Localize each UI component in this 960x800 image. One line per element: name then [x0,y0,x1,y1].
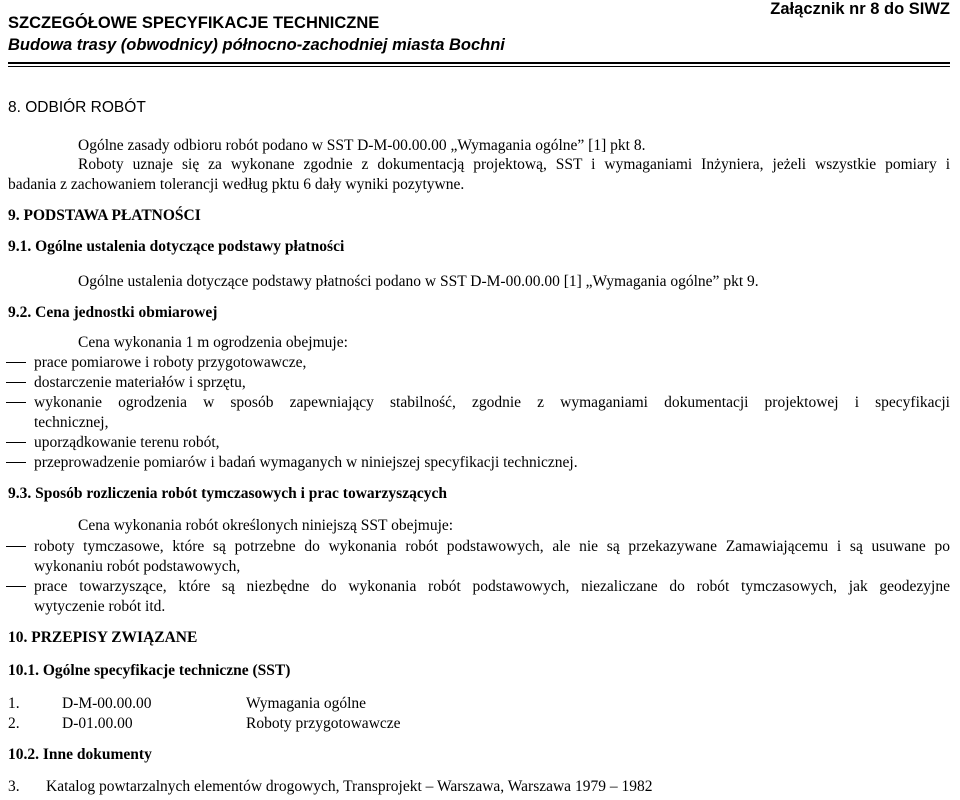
sst-code: D-01.00.00 [62,715,133,732]
doc-number: 3. [8,778,20,795]
bullet-dash [6,546,26,547]
list-item: dostarczenie materiałów i sprzętu, [34,374,246,391]
bullet-dash [6,442,26,443]
document-title: SZCZEGÓŁOWE SPECYFIKACJE TECHNICZNE [8,14,380,32]
sst-name: Wymagania ogólne [246,695,367,712]
list-item: uporządkowanie terenu robót, [34,434,220,451]
header-rule-thin [8,66,950,67]
section-10-1-heading: 10.1. Ogólne specyfikacje techniczne (SST) [8,662,291,679]
list-item: wykonanie ogrodzenia w sposób zapewniający stabilność, zgodnie z wymaganiami dokumentacji projektowej i specyfikacji [34,394,950,411]
list-item: prace towarzyszące, które są niezbędne do wykonania robót podstawowych, niezaliczane do robót tymczasowych, jak geodezyjne [34,578,950,595]
header-rule [8,62,950,64]
annex-label: Załącznik nr 8 do SIWZ [770,0,950,18]
list-item: przeprowadzenie pomiarów i badań wymaganych w niniejszej specyfikacji technicznej. [34,454,578,471]
list-item-continuation: wytyczenie robót itd. [34,598,166,615]
doc-reference: Katalog powtarzalnych elementów drogowych, Transprojekt – Warszawa, Warszawa 1979 – 1982 [46,778,653,795]
section-9-3-heading: 9.3. Sposób rozliczenia robót tymczasowych i prac towarzyszących [8,485,447,502]
section-9-2-heading: 9.2. Cena jednostki obmiarowej [8,304,218,321]
s92-intro: Cena wykonania 1 m ogrodzenia obejmuje: [78,334,348,351]
s8-paragraph-2-line-1: Roboty uznaje się za wykonane zgodnie z dokumentacją projektową, SST i wymaganiami Inżyniera, jeżeli wszystkie pomiary i [78,156,950,173]
bullet-dash [6,462,26,463]
sst-name: Roboty przygotowawcze [246,715,401,732]
section-10-heading: 10. PRZEPISY ZWIĄZANE [8,629,198,646]
section-10-2-heading: 10.2. Inne dokumenty [8,746,152,763]
section-9-heading: 9. PODSTAWA PŁATNOŚCI [8,207,201,224]
bullet-dash [6,402,26,403]
section-8-heading: 8. ODBIÓR ROBÓT [8,99,146,116]
list-item-continuation: wykonaniu robót podstawowych, [34,558,241,575]
list-item-continuation: technicznej, [34,414,109,431]
bullet-dash [6,586,26,587]
s8-paragraph-1: Ogólne zasady odbioru robót podano w SST D-M-00.00.00 „Wymagania ogólne” [1] pkt 8. [78,137,646,154]
bullet-dash [6,382,26,383]
page-header [8,2,950,66]
sst-number: 1. [8,695,20,712]
s93-intro: Cena wykonania robót określonych niniejszą SST obejmuje: [78,517,454,534]
s8-paragraph-2-line-2: badania z zachowaniem tolerancji według pktu 6 dały wyniki pozytywne. [8,176,465,193]
sst-code: D-M-00.00.00 [62,695,152,712]
list-item: prace pomiarowe i roboty przygotowawcze, [34,354,307,371]
project-subtitle: Budowa trasy (obwodnicy) północno-zachodniej miasta Bochni [8,36,505,54]
s91-text: Ogólne ustalenia dotyczące podstawy płatności podano w SST D-M-00.00.00 [1] „Wymagania ogólne” pkt 9. [78,273,759,290]
sst-number: 2. [8,715,20,732]
list-item: roboty tymczasowe, które są potrzebne do wykonania robót podstawowych, ale nie są przekazywane Zamawiającemu i są usuwane po [34,538,950,555]
bullet-dash [6,362,26,363]
section-9-1-heading: 9.1. Ogólne ustalenia dotyczące podstawy płatności [8,238,345,255]
